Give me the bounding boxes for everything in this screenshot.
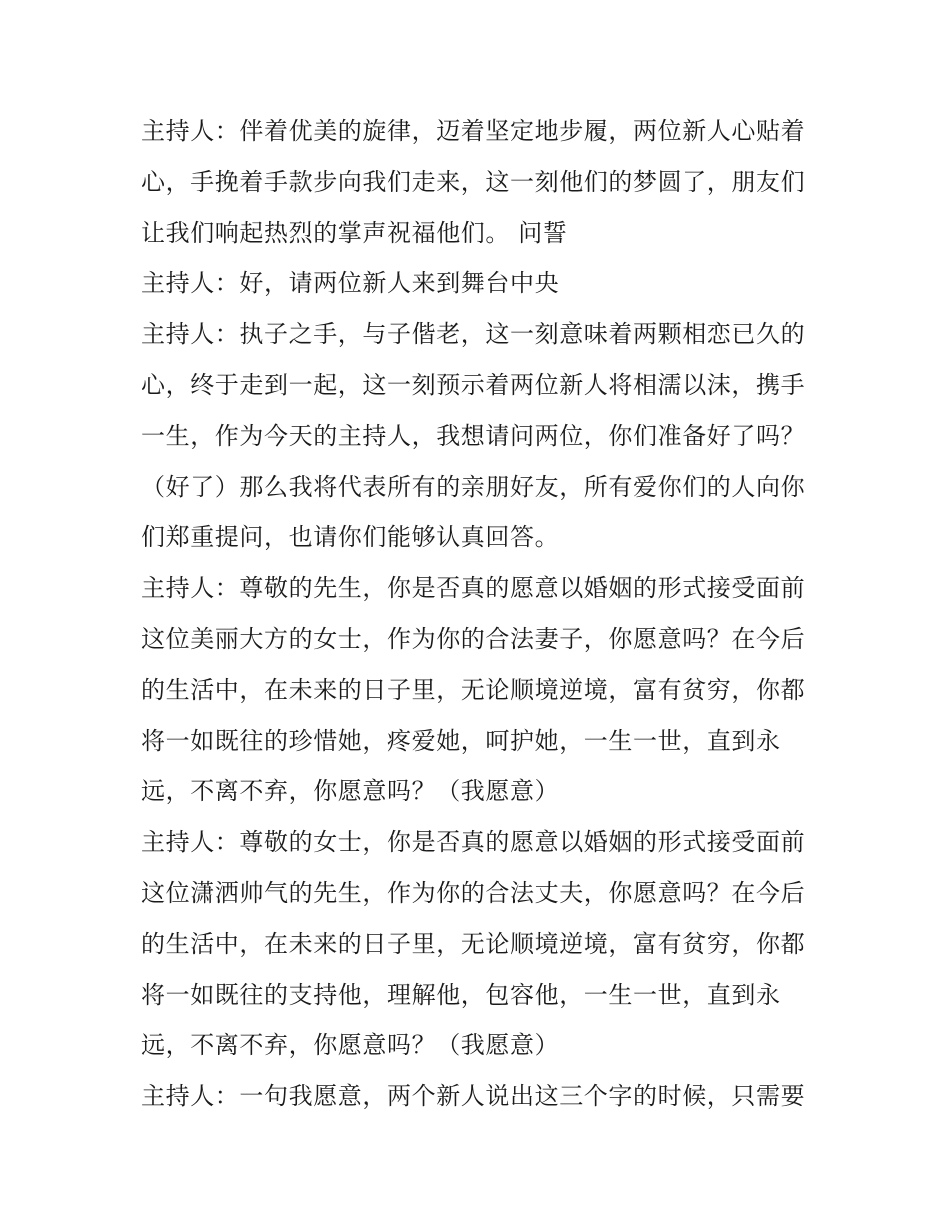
text-line-6: 心，终于走到一起，这一刻预示着两位新人将相濡以沫，携手 [141, 370, 806, 399]
text-line-8: （好了）那么我将代表所有的亲朋好友，所有爱你们的人向你 [141, 472, 806, 501]
text-line-10: 主持人：尊敬的先生，你是否真的愿意以婚姻的形式接受面前 [141, 574, 806, 603]
text-line-19: 远，不离不弃，你愿意吗？（我愿意） [141, 1031, 560, 1060]
document-body [141, 106, 821, 1122]
text-line-20: 主持人：一句我愿意，两个新人说出这三个字的时候，只需要 [141, 1082, 806, 1111]
text-line-13: 将一如既往的珍惜她，疼爱她，呵护她，一生一世，直到永 [141, 726, 781, 755]
text-line-2: 心，手挽着手款步向我们走来，这一刻他们的梦圆了，朋友们 [141, 167, 806, 196]
text-line-16: 这位潇洒帅气的先生，作为你的合法丈夫，你愿意吗？在今后 [141, 878, 806, 907]
text-line-11: 这位美丽大方的女士，作为你的合法妻子，你愿意吗？在今后 [141, 624, 806, 653]
text-line-5: 主持人：执子之手，与子偕老，这一刻意味着两颗相恋已久的 [141, 320, 806, 349]
text-line-18: 将一如既往的支持他，理解他，包容他，一生一世，直到永 [141, 980, 781, 1009]
text-line-4: 主持人：好，请两位新人来到舞台中央 [141, 269, 560, 298]
text-line-15: 主持人：尊敬的女士，你是否真的愿意以婚姻的形式接受面前 [141, 828, 806, 857]
text-line-17: 的生活中，在未来的日子里，无论顺境逆境，富有贫穷，你都 [141, 929, 806, 958]
text-line-9: 们郑重提问，也请你们能够认真回答。 [141, 523, 560, 552]
text-line-14: 远，不离不弃，你愿意吗？（我愿意） [141, 777, 560, 806]
text-line-1: 主持人：伴着优美的旋律，迈着坚定地步履，两位新人心贴着 [141, 117, 806, 145]
text-line-12: 的生活中，在未来的日子里，无论顺境逆境，富有贫穷，你都 [141, 675, 806, 704]
text-line-3: 让我们响起热烈的掌声祝福他们。 问誓 [141, 218, 568, 247]
text-line-7: 一生，作为今天的主持人，我想请问两位，你们准备好了吗？ [141, 421, 806, 450]
